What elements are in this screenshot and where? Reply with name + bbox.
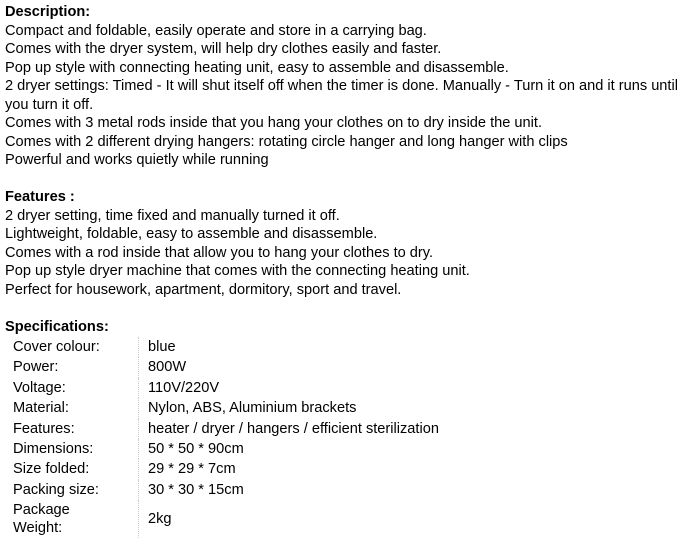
- spec-key: Power:: [7, 357, 139, 377]
- spec-row: [7, 439, 439, 459]
- section-spacer: [5, 299, 679, 318]
- features-line: Pop up style dryer machine that comes with the connecting heating unit.: [5, 263, 470, 279]
- description-line: 2 dryer settings: Timed - It will shut itself off when the timer is done. Manually - Turn it on and it runs until you turn it off.: [5, 78, 678, 113]
- description-line: Powerful and works quietly while running: [5, 152, 269, 168]
- spec-value: heater / dryer / hangers / efficient sterilization: [148, 420, 439, 437]
- spec-key: Voltage:: [7, 378, 139, 398]
- description-line: Comes with the dryer system, will help dry clothes easily and faster.: [5, 41, 442, 57]
- description-line: Comes with 2 different drying hangers: rotating circle hanger and long hanger with clips: [5, 133, 568, 150]
- spec-row: [7, 357, 439, 377]
- spec-value: blue: [148, 338, 176, 355]
- spec-row: [7, 500, 439, 538]
- spec-value: 50 * 50 * 90cm: [148, 440, 244, 457]
- spec-row: [7, 459, 439, 479]
- features-line: 2 dryer setting, time fixed and manually turned it off.: [5, 207, 340, 224]
- spec-key: Cover colour:: [7, 337, 139, 357]
- features-heading: Features :: [5, 189, 75, 205]
- description-line: Compact and foldable, easily operate and store in a carrying bag.: [5, 22, 427, 39]
- description-heading: Description:: [5, 4, 91, 20]
- features-line: Comes with a rod inside that allow you to hang your clothes to dry.: [5, 244, 434, 261]
- spec-key: Packing size:: [7, 480, 139, 500]
- spec-value: 110V/220V: [148, 379, 220, 396]
- spec-key: Features:: [7, 419, 139, 439]
- spec-key: Size folded:: [7, 459, 139, 479]
- spec-key: Material:: [7, 398, 139, 418]
- spec-value: 29 * 29 * 7cm: [148, 461, 236, 478]
- spec-row: [7, 419, 439, 439]
- spec-row: [7, 378, 439, 398]
- spec-key-line: Weight:: [13, 520, 63, 537]
- spec-key-line: Package: [13, 501, 70, 518]
- spec-key: Dimensions:: [7, 439, 139, 459]
- specifications-table: [7, 337, 439, 538]
- spec-key: [7, 500, 139, 538]
- spec-row: [7, 398, 439, 418]
- specifications-heading: Specifications:: [5, 318, 109, 335]
- spec-value: 30 * 30 * 15cm: [148, 481, 244, 498]
- spec-value: Nylon, ABS, Aluminium brackets: [148, 400, 357, 417]
- spec-value: 800W: [148, 359, 187, 376]
- description-line: Pop up style with connecting heating unit, easy to assemble and disassemble.: [5, 59, 509, 76]
- product-document: [5, 3, 679, 538]
- spec-row: [7, 480, 439, 500]
- features-line: Perfect for housework, apartment, dormitory, sport and travel.: [5, 281, 402, 298]
- description-line: Comes with 3 metal rods inside that you hang your clothes on to dry inside the unit.: [5, 115, 543, 131]
- features-line: Lightweight, foldable, easy to assemble and disassemble.: [5, 226, 378, 242]
- section-spacer: [5, 170, 679, 189]
- spec-value: 2kg: [148, 510, 172, 527]
- spec-row: [7, 337, 439, 357]
